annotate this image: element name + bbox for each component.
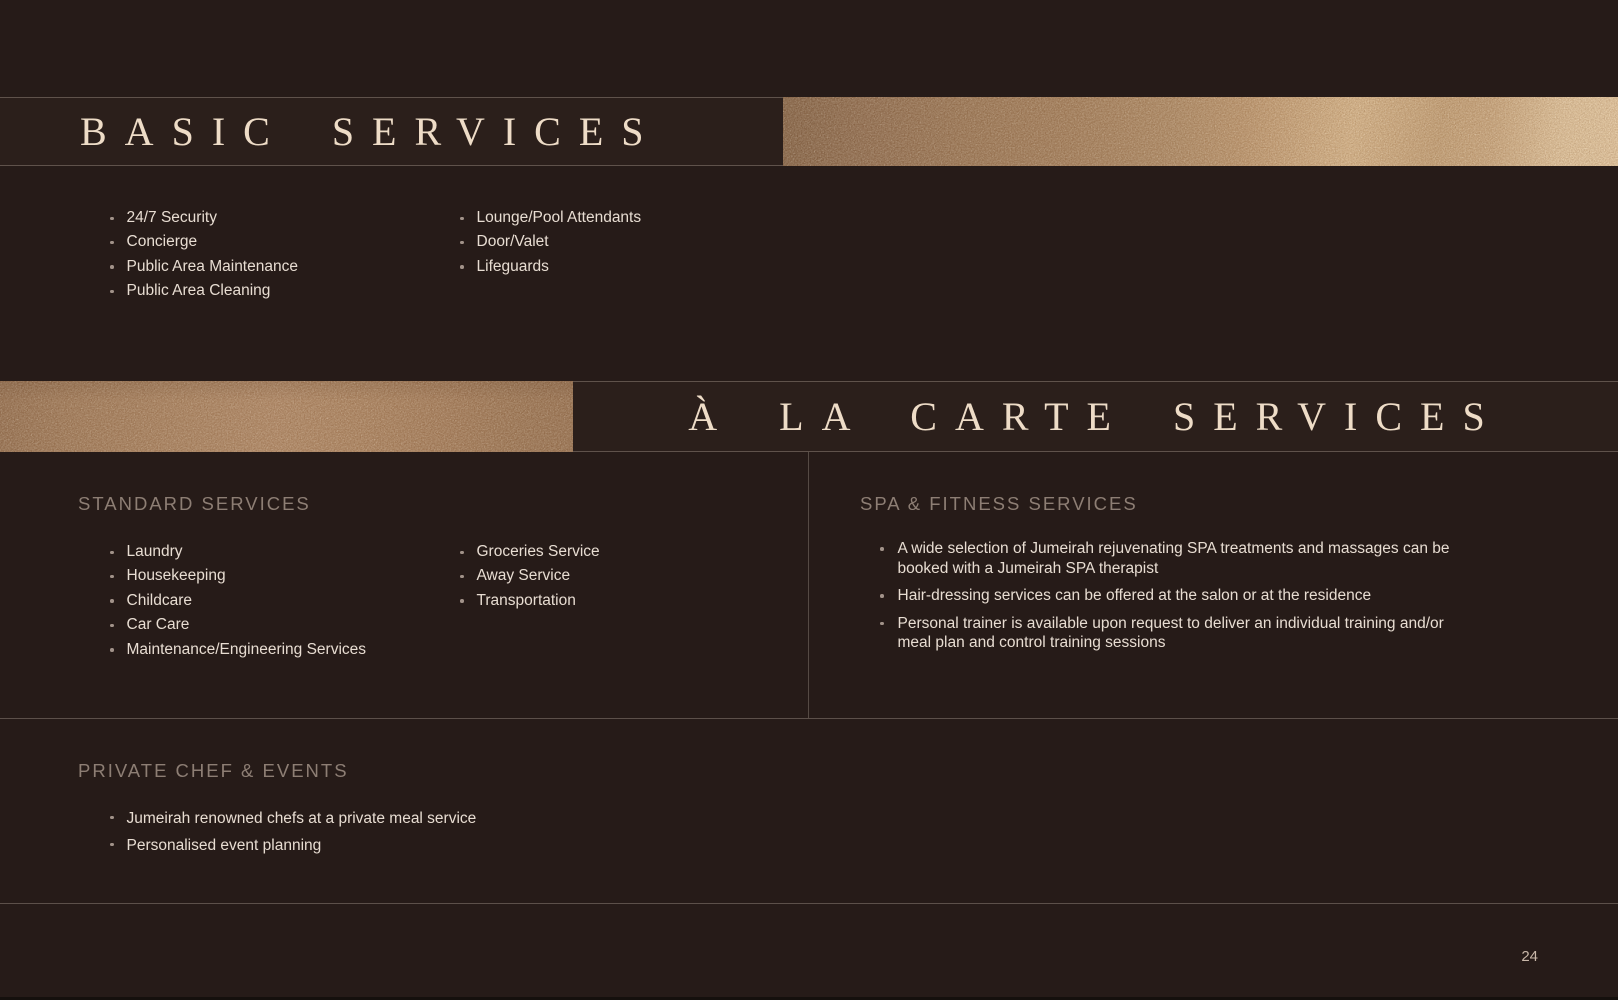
bullet-icon bbox=[110, 599, 114, 603]
standard-services-list-col2 bbox=[460, 540, 600, 613]
list-item bbox=[110, 613, 366, 637]
list-item bbox=[110, 230, 298, 254]
section-divider bbox=[0, 718, 1618, 719]
list-item bbox=[880, 614, 1456, 654]
bullet-icon bbox=[110, 217, 114, 221]
list-item-text: Laundry bbox=[126, 543, 183, 560]
bullet-icon bbox=[460, 217, 464, 221]
list-item-text: Hair-dressing services can be offered at the salon or at the residence bbox=[897, 587, 1372, 605]
list-item-text: Personal trainer is available upon request to deliver an individual training and/or meal plan and control training sessions bbox=[897, 614, 1444, 652]
page-number: 24 bbox=[1521, 948, 1538, 965]
list-item bbox=[110, 255, 298, 279]
bullet-icon bbox=[110, 843, 114, 847]
copper-accent-bar-middle bbox=[0, 381, 573, 452]
list-item bbox=[110, 206, 298, 230]
bullet-icon bbox=[110, 265, 114, 269]
list-item bbox=[110, 540, 366, 564]
bullet-icon bbox=[460, 265, 464, 269]
bullet-icon bbox=[110, 241, 114, 245]
bullet-icon bbox=[460, 599, 464, 603]
list-item bbox=[460, 206, 641, 230]
list-item-text: Lifeguards bbox=[476, 257, 549, 275]
bullet-icon bbox=[460, 241, 464, 245]
spa-fitness-list bbox=[880, 539, 1456, 661]
spa-fitness-heading: SPA & FITNESS SERVICES bbox=[860, 493, 1138, 514]
basic-services-list-col2 bbox=[460, 206, 641, 279]
bullet-icon bbox=[460, 575, 464, 579]
bullet-icon bbox=[110, 624, 114, 628]
basic-services-title: BASIC SERVICES bbox=[80, 109, 662, 154]
list-item bbox=[460, 230, 641, 254]
copper-texture-icon bbox=[0, 381, 573, 452]
list-item-text: Personalised event planning bbox=[126, 837, 322, 854]
standard-services-list-col1 bbox=[110, 540, 366, 662]
list-item bbox=[110, 564, 366, 588]
list-item-text: Car Care bbox=[126, 616, 190, 634]
a-la-carte-header-band bbox=[573, 381, 1618, 452]
list-item bbox=[110, 805, 476, 832]
column-divider bbox=[808, 452, 809, 718]
list-item bbox=[460, 589, 600, 613]
list-item-text: Childcare bbox=[126, 591, 192, 609]
basic-services-list-col1 bbox=[110, 206, 298, 304]
list-item-text: Housekeeping bbox=[126, 567, 226, 585]
bullet-icon bbox=[110, 551, 114, 555]
list-item bbox=[460, 255, 641, 279]
private-chef-heading: PRIVATE CHEF & EVENTS bbox=[78, 760, 349, 781]
list-item bbox=[460, 564, 600, 588]
list-item-text: Concierge bbox=[126, 233, 198, 251]
list-item bbox=[110, 832, 476, 859]
list-item bbox=[110, 589, 366, 613]
list-item bbox=[460, 540, 600, 564]
list-item-text: 24/7 Security bbox=[126, 209, 217, 226]
list-item-text: Door/Valet bbox=[476, 233, 549, 251]
basic-services-header-band bbox=[0, 97, 783, 166]
list-item bbox=[110, 279, 298, 303]
list-item bbox=[880, 586, 1456, 606]
list-item-text: Transportation bbox=[476, 591, 576, 609]
standard-services-heading: STANDARD SERVICES bbox=[78, 493, 311, 514]
list-item-text: Jumeirah renowned chefs at a private meal service bbox=[126, 810, 477, 827]
list-item-text: Public Area Maintenance bbox=[126, 257, 298, 275]
bullet-icon bbox=[110, 816, 114, 820]
copper-texture-icon bbox=[783, 97, 1618, 166]
list-item-text: Public Area Cleaning bbox=[126, 282, 271, 300]
bullet-icon bbox=[880, 622, 884, 626]
list-item-text: Maintenance/Engineering Services bbox=[126, 640, 367, 658]
bullet-icon bbox=[880, 594, 884, 598]
bullet-icon bbox=[110, 575, 114, 579]
bullet-icon bbox=[110, 648, 114, 652]
a-la-carte-title: À LA CARTE SERVICES bbox=[688, 394, 1503, 439]
footer-divider bbox=[0, 903, 1618, 904]
bullet-icon bbox=[110, 290, 114, 294]
list-item-text: Lounge/Pool Attendants bbox=[476, 209, 642, 226]
private-chef-list bbox=[110, 805, 476, 859]
bullet-icon bbox=[460, 551, 464, 555]
list-item bbox=[880, 539, 1456, 579]
list-item-text: Away Service bbox=[476, 567, 571, 585]
list-item bbox=[110, 638, 366, 662]
list-item-text: A wide selection of Jumeirah rejuvenating SPA treatments and massages can be booked with a Jumeirah SPA therapist bbox=[897, 540, 1450, 577]
bullet-icon bbox=[880, 547, 884, 551]
copper-accent-bar-top bbox=[783, 97, 1618, 166]
list-item-text: Groceries Service bbox=[476, 543, 600, 560]
